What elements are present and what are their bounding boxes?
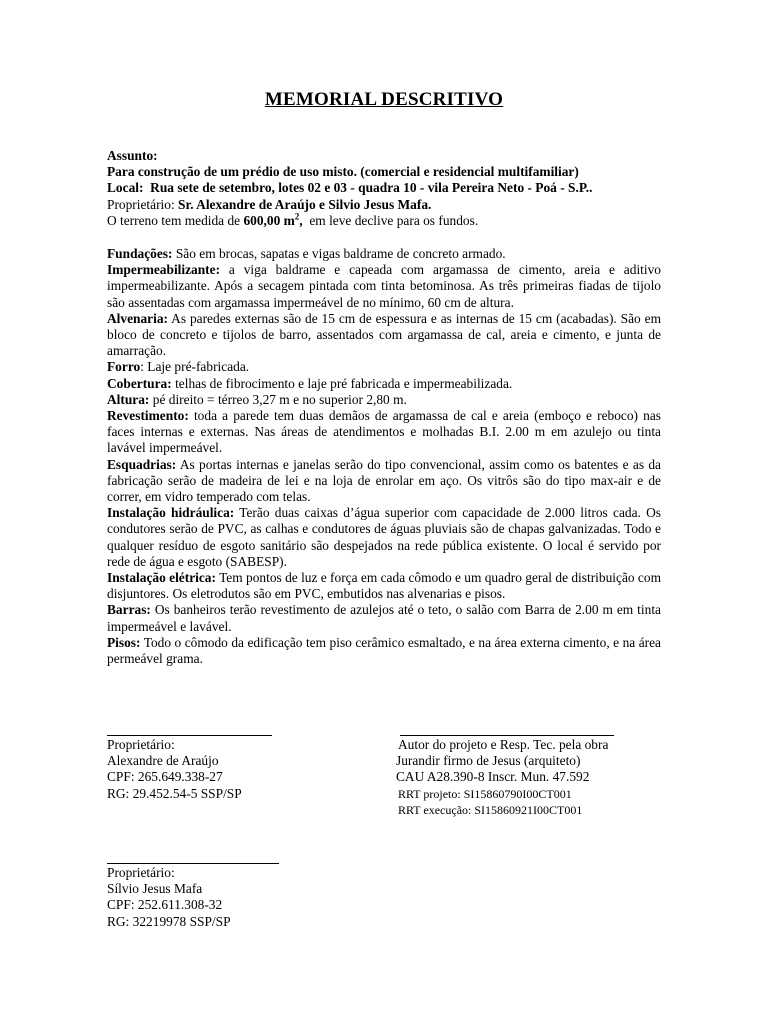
section-text: Terão duas caixas d’água superior com capacidade de 2.000 litros cada. Os condutores serão de PVC, as calhas e condutores de águas pluviais são de chapas galvanizadas. Todo e qualquer resíduo de esgoto sanitário são despejados na rede pública existente. O local é servido por rede de água e esgoto (SABESP).	[107, 505, 661, 569]
section-cobertura	[107, 376, 661, 392]
terreno-value-comma: ,	[299, 212, 303, 228]
terreno-line	[107, 213, 661, 229]
author-rrt-execucao: RRT execução: SI15860921I00CT001	[398, 802, 583, 817]
author-role: Autor do projeto e Resp. Tec. pela obra	[398, 737, 609, 752]
signature-line-owner2	[107, 863, 279, 864]
owner2-role: Proprietário:	[107, 865, 175, 880]
section-text: Todo o cômodo da edificação tem piso cerâmico esmaltado, e na área externa cimento, e na área permeável grama.	[107, 634, 661, 667]
section-forro	[107, 359, 661, 375]
section-altura	[107, 392, 661, 408]
author-cau: CAU A28.390-8 Inscr. Mun. 47.592	[396, 769, 590, 785]
section-text: As paredes externas são de 15 cm de espessura e as internas de 15 cm (acabadas). São em bloco de concreto e tijolos de barro, assentados com argamassa de cal, areia e cimento, e junta de amarração.	[107, 310, 662, 359]
section-barras	[107, 602, 661, 634]
section-text: : Laje pré-fabricada.	[140, 359, 250, 375]
section-instalacao-hidraulica	[107, 505, 661, 570]
section-label: Impermeabilizante:	[107, 262, 221, 278]
author-name: Jurandir firmo de Jesus (arquiteto)	[396, 753, 581, 769]
terreno-value-number: 600,00 m	[243, 212, 295, 228]
owner2-rg: RG: 32219978 SSP/SP	[107, 913, 231, 929]
author-rrt-projeto: RRT projeto: SI15860790I00CT001	[398, 786, 572, 801]
signature-line-author	[400, 735, 614, 736]
owner2-cpf: CPF: 252.611.308-32	[107, 897, 223, 913]
header-block	[107, 148, 661, 229]
section-label: Instalação hidráulica:	[107, 505, 235, 521]
section-label: Forro	[107, 359, 141, 375]
signature-author	[396, 737, 608, 818]
section-text: pé direito = térreo 3,27 m e no superior 2,80 m.	[152, 391, 407, 407]
signature-owner1	[107, 737, 242, 802]
terreno-text-before: O terreno tem medida de	[107, 212, 241, 228]
section-label: Fundações:	[107, 246, 173, 261]
signature-owner2	[107, 865, 231, 930]
local-line	[107, 180, 661, 196]
section-impermeabilizante	[107, 262, 661, 311]
spec-sections	[107, 246, 661, 667]
section-label: Revestimento:	[107, 408, 189, 424]
owner1-cpf: CPF: 265.649.338-27	[107, 769, 223, 785]
section-pisos	[107, 635, 661, 667]
section-label: Instalação elétrica:	[107, 570, 216, 586]
section-text: Os banheiros terão revestimento de azulejos até o teto, o salão com Barra de 2.00 m em tinta impermeável e lavável.	[107, 602, 661, 634]
owner1-rg: RG: 29.452.54-5 SSP/SP	[107, 785, 242, 801]
section-label: Pisos:	[107, 634, 141, 650]
terreno-value-sup: 2	[294, 211, 300, 222]
owner2-name: Sílvio Jesus Mafa	[107, 881, 203, 897]
section-revestimento	[107, 408, 661, 457]
signature-line-owner1	[107, 735, 272, 736]
section-label: Alvenaria:	[107, 310, 168, 326]
section-label: Barras:	[107, 602, 151, 618]
proprietario-text: Sr. Alexandre de Araújo e Silvio Jesus Mafa.	[178, 196, 432, 212]
section-text: As portas internas e janelas serão do tipo convencional, assim como os batentes e as da fabricação serão de madeira de lei e na loja de enrolar em aço. Os vitrôs são do tipo max-air e de correr, em vidro temperado com telas.	[107, 456, 662, 505]
section-text: telhas de fibrocimento e laje pré fabricada e impermeabilizada.	[175, 375, 513, 391]
section-label: Esquadrias:	[107, 456, 177, 472]
section-esquadrias	[107, 457, 661, 506]
proprietario-line	[107, 197, 661, 213]
section-text: São em brocas, sapatas e vigas baldrame de concreto armado.	[175, 246, 506, 261]
assunto-text: Para construção de um prédio de uso misto. (comercial e residencial multifamiliar)	[107, 164, 579, 180]
owner1-role: Proprietário:	[107, 737, 175, 752]
section-label: Cobertura:	[107, 375, 172, 391]
local-label: Local:	[107, 180, 144, 196]
document-title: MEMORIAL DESCRITIVO	[264, 89, 504, 110]
section-text: toda a parede tem duas demãos de argamassa de cal e areia (emboço e reboco) nas faces internas e externas. Nas áreas de atendimentos e molhadas B.I. 2.00 m em azulejo ou tinta lavável impermeável.	[107, 408, 661, 456]
section-label: Altura:	[107, 391, 150, 407]
section-text: a viga baldrame e capeada com argamassa de cimento, areia e aditivo impermeabilizante. Após a secagem pintada com tinta betominosa. As três primeiras fiadas de tijolo são assentadas com argamassa impermeável de no mínimo, 60 cm de altura.	[107, 262, 661, 310]
section-instalacao-eletrica	[107, 570, 661, 602]
section-alvenaria	[107, 311, 661, 360]
proprietario-label: Proprietário:	[107, 196, 175, 212]
terreno-value	[243, 213, 302, 228]
terreno-text-after: em leve declive para os fundos.	[309, 212, 479, 228]
assunto-label: Assunto:	[107, 148, 158, 163]
local-text: Rua sete de setembro, lotes 02 e 03 - quadra 10 - vila Pereira Neto - Poá - S.P..	[150, 180, 593, 196]
owner1-name: Alexandre de Araújo	[107, 753, 219, 769]
section-fundacoes	[107, 246, 661, 262]
section-text: Tem pontos de luz e força em cada cômodo e um quadro geral de distribuição com disjuntores. Os eletrodutos são em PVC, embutidos nas alvenarias e pisos.	[107, 570, 661, 602]
